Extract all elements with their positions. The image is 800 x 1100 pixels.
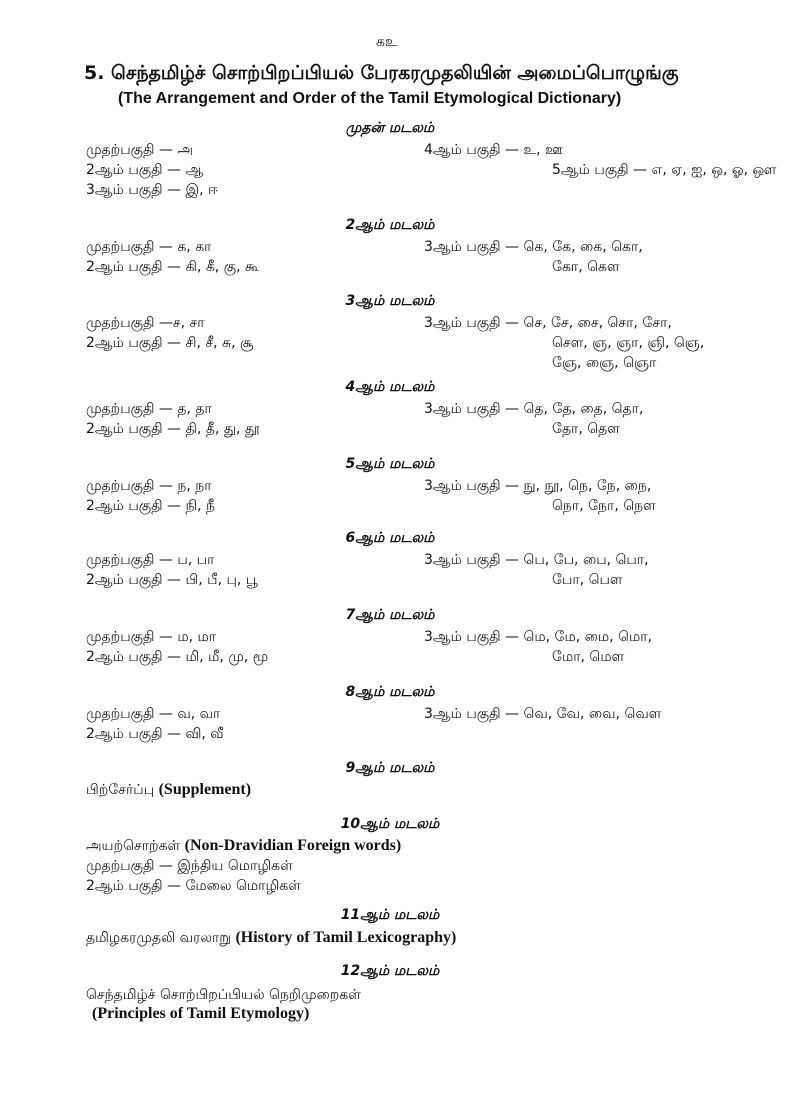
foreign-words-english: (Non-Dravidian Foreign words) [184, 837, 402, 854]
part-line-continuation: 5ஆம் பகுதி — எ, ஏ, ஐ, ஒ, ஓ, ஔ [552, 162, 777, 178]
supplement-tamil: பிற்சேர்ப்பு [86, 782, 155, 798]
part-line-continuation: சௌ, ஞ, ஞா, ஞி, ஞெ, [552, 335, 705, 351]
part-line: 2ஆம் பகுதி — பி, பீ, பு, பூ [86, 572, 258, 588]
part-line: 3ஆம் பகுதி — கெ, கே, கை, கொ, [424, 239, 643, 255]
page-number: கஉ [376, 34, 398, 50]
part-line: 2ஆம் பகுதி — தி, தீ, து, தூ [86, 421, 260, 437]
foreign-words-tamil: அயற்சொற்கள் [86, 838, 181, 854]
part-line: 3ஆம் பகுதி — வெ, வே, வை, வௌ [424, 706, 662, 722]
volume-heading: 7ஆம் மடலம் [345, 607, 435, 623]
volume-heading: 4ஆம் மடலம் [345, 379, 435, 395]
part-line: 2ஆம் பகுதி — மி, மீ, மு, மூ [86, 649, 269, 665]
part-line: முதற்பகுதி — ம, மா [86, 629, 217, 645]
part-line: முதற்பகுதி — அ [86, 142, 193, 158]
part-line: 3ஆம் பகுதி — நு, நூ, நெ, நே, நை, [424, 478, 652, 494]
principles-tamil: செந்தமிழ்ச் சொற்பிறப்பியல் நெறிமுறைகள் [86, 987, 361, 1003]
history-english: (History of Tamil Lexicography) [235, 929, 457, 946]
part-line-continuation: ஞே, ஞை, ஞொ [552, 355, 657, 371]
part-line: 2ஆம் பகுதி — நி, நீ [86, 498, 215, 514]
part-line: முதற்பகுதி —ச, சா [86, 315, 205, 331]
volume-heading: 9ஆம் மடலம் [345, 760, 435, 776]
supplement-english: (Supplement) [158, 781, 252, 798]
part-line: 3ஆம் பகுதி — பெ, பே, பை, பொ, [424, 552, 649, 568]
volume-heading: முதன் மடலம் [345, 120, 435, 136]
volume-heading: 2ஆம் மடலம் [345, 217, 435, 233]
title-english: (The Arrangement and Order of the Tamil Etymological Dictionary) [118, 90, 622, 107]
part-line: 3ஆம் பகுதி — செ, சே, சை, சொ, சோ, [424, 315, 672, 331]
volume-heading: 11ஆம் மடலம் [340, 907, 440, 923]
part-line: முதற்பகுதி — இந்திய மொழிகள் [86, 858, 293, 874]
part-line: 2ஆம் பகுதி — மேலை மொழிகள் [86, 878, 301, 894]
history-line [86, 928, 456, 948]
title-tamil: 5. செந்தமிழ்ச் சொற்பிறப்பியல் பேரகரமுதலியின் அமைப்பொழுங்கு [84, 62, 679, 84]
part-line: 3ஆம் பகுதி — இ, ஈ [86, 182, 218, 198]
volume-heading: 8ஆம் மடலம் [345, 684, 435, 700]
part-line-continuation: நொ, நோ, நௌ [552, 498, 656, 514]
part-line-continuation: மோ, மௌ [552, 649, 625, 665]
part-line: முதற்பகுதி — த, தா [86, 401, 212, 417]
part-line: முதற்பகுதி — க, கா [86, 239, 212, 255]
volume-heading: 12ஆம் மடலம் [340, 963, 440, 979]
part-line-continuation: கோ, கௌ [552, 259, 620, 275]
supplement-line [86, 780, 251, 800]
volume-heading: 5ஆம் மடலம் [345, 456, 435, 472]
foreign-words-line [86, 836, 401, 856]
volume-heading: 6ஆம் மடலம் [345, 530, 435, 546]
part-line: 2ஆம் பகுதி — கி, கீ, கு, கூ [86, 259, 260, 275]
part-line: 2ஆம் பகுதி — சி, சீ, சு, சூ [86, 335, 254, 351]
part-line: முதற்பகுதி — ப, பா [86, 552, 215, 568]
part-line: 3ஆம் பகுதி — தெ, தே, தை, தொ, [424, 401, 644, 417]
part-line: 2ஆம் பகுதி — ஆ [86, 162, 204, 178]
part-line-continuation: போ, பௌ [552, 572, 623, 588]
part-line: முதற்பகுதி — ந, நா [86, 478, 212, 494]
volume-heading: 3ஆம் மடலம் [345, 293, 435, 309]
history-tamil: தமிழகரமுதலி வரலாறு [86, 930, 231, 946]
part-line: 2ஆம் பகுதி — வி, வீ [86, 726, 224, 742]
part-line: 4ஆம் பகுதி — உ, ஊ [424, 142, 563, 158]
part-line: 3ஆம் பகுதி — மெ, மே, மை, மொ, [424, 629, 652, 645]
part-line-continuation: தோ, தௌ [552, 421, 620, 437]
volume-heading: 10ஆம் மடலம் [340, 816, 440, 832]
part-line: முதற்பகுதி — வ, வா [86, 706, 221, 722]
principles-english: (Principles of Tamil Etymology) [92, 1005, 310, 1022]
